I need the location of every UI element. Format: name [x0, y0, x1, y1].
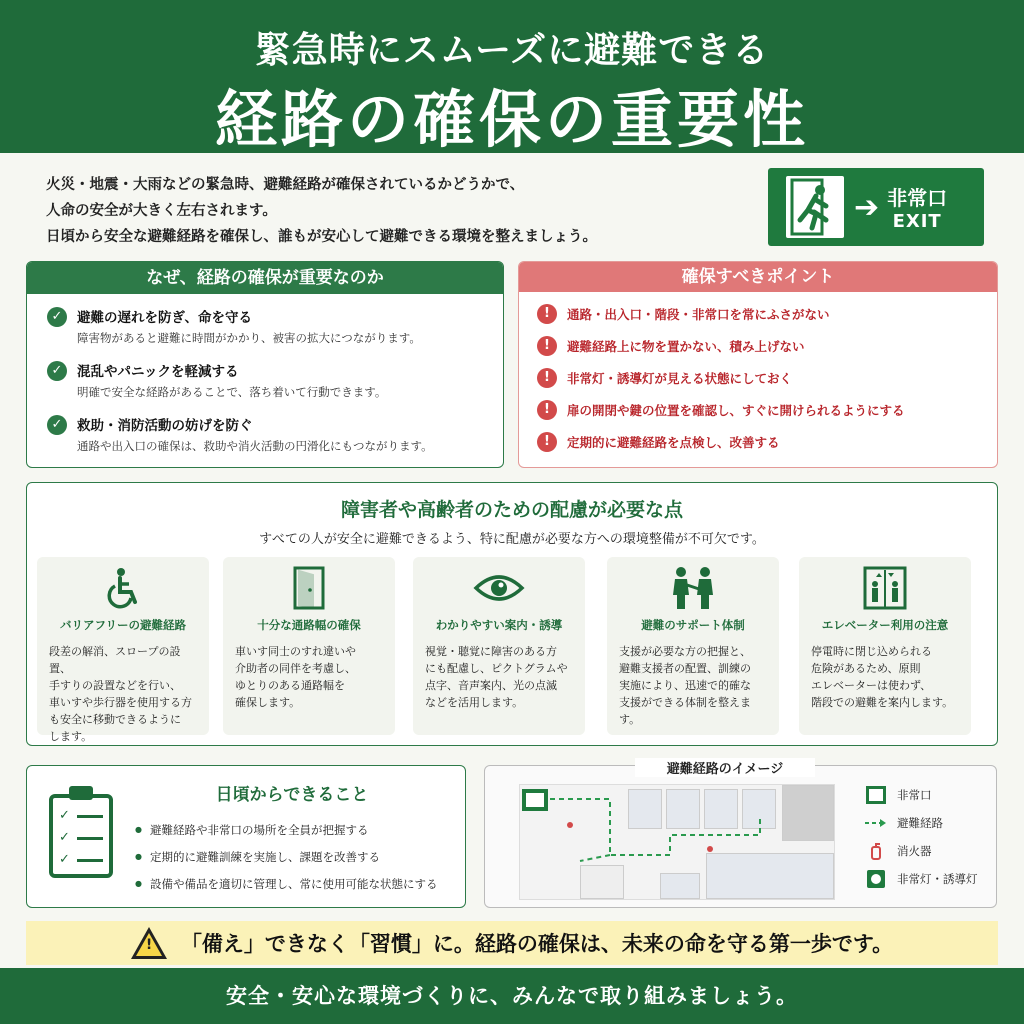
map-title: 避難経路のイメージ: [635, 758, 815, 777]
legend-item: [865, 812, 978, 834]
check-icon: ✓: [47, 361, 67, 381]
desc-line: 支援ができる体制を整えます。: [619, 696, 751, 726]
desc-line: などを活用します。: [425, 696, 524, 709]
banner-text: 「備え」できなく「習慣」に。経路の確保は、未来の命を守る第一歩です。: [180, 932, 894, 956]
why-item-desc: 明確で安全な経路があることで、落ち着いて行動できます。: [77, 385, 387, 399]
care-panel: [26, 482, 998, 746]
care-card-desc: [49, 643, 201, 745]
care-card: [607, 557, 779, 735]
running-person-icon: [786, 176, 844, 238]
route-map-panel: [484, 762, 997, 908]
elevator-icon: [799, 563, 971, 613]
desc-line: 実施により、迅速で的確な: [619, 679, 751, 692]
daily-title: 日頃からできること: [215, 785, 369, 805]
point-text: 扉の開閉や鍵の位置を確認し、すぐに開けられるようにする: [567, 403, 905, 418]
point-item: [537, 368, 792, 388]
floor-plan: [519, 784, 835, 900]
care-card: [413, 557, 585, 735]
desc-line: 介助者の同伴を考慮し、: [235, 662, 356, 675]
desc-line: ゆとりのある通路幅を: [235, 679, 345, 692]
legend-label: 避難経路: [897, 816, 943, 830]
daily-list: [135, 822, 437, 903]
header: [0, 0, 1024, 156]
desc-line: 確保します。: [235, 696, 301, 709]
desc-line: エレベーターは使わず、: [811, 679, 932, 692]
why-item-title: 救助・消防活動の妨げを防ぐ: [77, 418, 253, 434]
legend-item: [865, 840, 978, 862]
intro-line: 人命の安全が大きく左右されます。: [46, 203, 277, 219]
route-arrow-icon: [865, 813, 887, 833]
desc-line: 危険があるため、原則: [811, 662, 921, 675]
daily-panel: [26, 765, 466, 908]
door-icon: [223, 563, 395, 613]
check-icon: ✓: [47, 415, 67, 435]
why-title: なぜ、経路の確保が重要なのか: [27, 262, 503, 294]
care-card-name: エレベーター利用の注意: [821, 618, 949, 632]
intro-line: 火災・地震・大雨などの緊急時、避難経路が確保されているかどうかで、: [46, 177, 525, 193]
wheelchair-icon: [37, 563, 209, 613]
desc-line: 避難支援者の配置、訓練の: [619, 662, 751, 675]
desc-line: 手すりの設置などを行い、: [49, 679, 181, 692]
point-item: [537, 336, 805, 356]
why-item: [47, 414, 433, 454]
why-item: [47, 306, 421, 346]
alert-icon: !: [537, 400, 557, 420]
why-panel: [26, 261, 504, 468]
extinguisher-icon: [865, 841, 887, 861]
desc-line: も安全に移動できるように: [49, 713, 181, 726]
alert-icon: !: [537, 432, 557, 452]
point-text: 非常灯・誘導灯が見える状態にしておく: [567, 371, 793, 386]
why-item-desc: 障害物があると避難に時間がかかり、被害の拡大につながります。: [77, 331, 421, 345]
why-item-title: 避難の遅れを防ぎ、命を守る: [77, 310, 252, 326]
eye-icon: [413, 563, 585, 613]
desc-line: 階段での避難を案内します。: [811, 696, 954, 709]
arrow-right-icon: ➔: [854, 189, 880, 225]
guide-light-icon: [865, 869, 887, 889]
point-text: 避難経路上に物を置かない、積み上げない: [567, 339, 805, 354]
care-card-desc: [425, 643, 577, 711]
alert-icon: !: [537, 368, 557, 388]
daily-item: ● 避難経路や非常口の場所を全員が把握する: [135, 822, 437, 838]
care-card: [223, 557, 395, 735]
care-card: [37, 557, 209, 743]
why-item: [47, 360, 386, 400]
care-title: 障害者や高齢者のための配慮が必要な点: [340, 499, 683, 521]
point-item: [537, 432, 780, 452]
header-title: 経路の確保の重要性: [214, 83, 809, 156]
point-text: 定期的に避難経路を点検し、改善する: [567, 435, 780, 450]
header-subtitle: 緊急時にスムーズに避難できる: [254, 30, 770, 71]
desc-line: します。: [49, 730, 93, 743]
care-card-desc: [811, 643, 963, 711]
care-card-name: バリアフリーの避難経路: [59, 618, 187, 632]
care-card-desc: [235, 643, 387, 711]
point-item: [537, 400, 905, 420]
check-icon: ✓: [47, 307, 67, 327]
legend-item: [865, 868, 978, 890]
clipboard-checklist-icon: ✓ ✓ ✓: [49, 794, 113, 878]
exit-sign-en: EXIT: [892, 211, 942, 232]
desc-line: 点字、音声案内、光の点滅: [425, 679, 557, 692]
evacuation-route: [520, 785, 836, 901]
legend-item: [865, 784, 978, 806]
point-item: [537, 304, 830, 324]
legend-label: 非常口: [897, 788, 932, 802]
desc-line: にも配慮し、ピクトグラムや: [425, 662, 568, 675]
care-subtitle: すべての人が安全に避難できるよう、特に配慮が必要な方への環境整備が不可欠です。: [259, 532, 765, 547]
why-item-desc: 通路や出入口の確保は、救助や消火活動の円滑化にもつながります。: [77, 439, 433, 453]
legend-label: 非常灯・誘導灯: [897, 872, 978, 886]
helper-people-icon: [607, 563, 779, 613]
daily-item: ● 定期的に避難訓練を実施し、課題を改善する: [135, 849, 437, 865]
warning-icon: !: [131, 927, 167, 959]
exit-icon: [865, 785, 887, 805]
care-card: [799, 557, 971, 735]
why-item-title: 混乱やパニックを軽減する: [77, 364, 239, 380]
points-panel: [518, 261, 998, 468]
alert-icon: !: [537, 304, 557, 324]
desc-line: 車いすや歩行器を使用する方: [49, 696, 192, 709]
desc-line: 支援が必要な方の把握と、: [619, 645, 751, 658]
care-card-desc: [619, 643, 771, 728]
care-card-name: わかりやすい案内・誘導: [435, 618, 563, 632]
exit-sign-jp: 非常口: [887, 186, 948, 210]
care-card-name: 十分な通路幅の確保: [257, 618, 361, 632]
desc-line: 車いす同士のすれ違いや: [235, 645, 356, 658]
legend-label: 消火器: [897, 844, 932, 858]
intro-text: [46, 172, 766, 250]
intro-line: 日頃から安全な避難経路を確保し、誰もが安心して避難できる環境を整えましょう。: [46, 229, 597, 245]
care-card-name: 避難のサポート体制: [641, 618, 745, 632]
desc-line: 停電時に閉じ込められる: [811, 645, 932, 658]
exit-sign: [768, 168, 984, 246]
points-title: 確保すべきポイント: [519, 262, 997, 292]
alert-icon: !: [537, 336, 557, 356]
point-text: 通路・出入口・階段・非常口を常にふさがない: [567, 307, 830, 322]
slogan-banner: [26, 921, 998, 965]
daily-item: ● 設備や備品を適切に管理し、常に使用可能な状態にする: [135, 876, 437, 892]
desc-line: 視覚・聴覚に障害のある方: [425, 645, 557, 658]
desc-line: 段差の解消、スロープの設置、: [49, 645, 181, 675]
footer: 安全・安心な環境づくりに、みんなで取り組みましょう。: [0, 968, 1024, 1024]
map-legend: [865, 784, 978, 896]
